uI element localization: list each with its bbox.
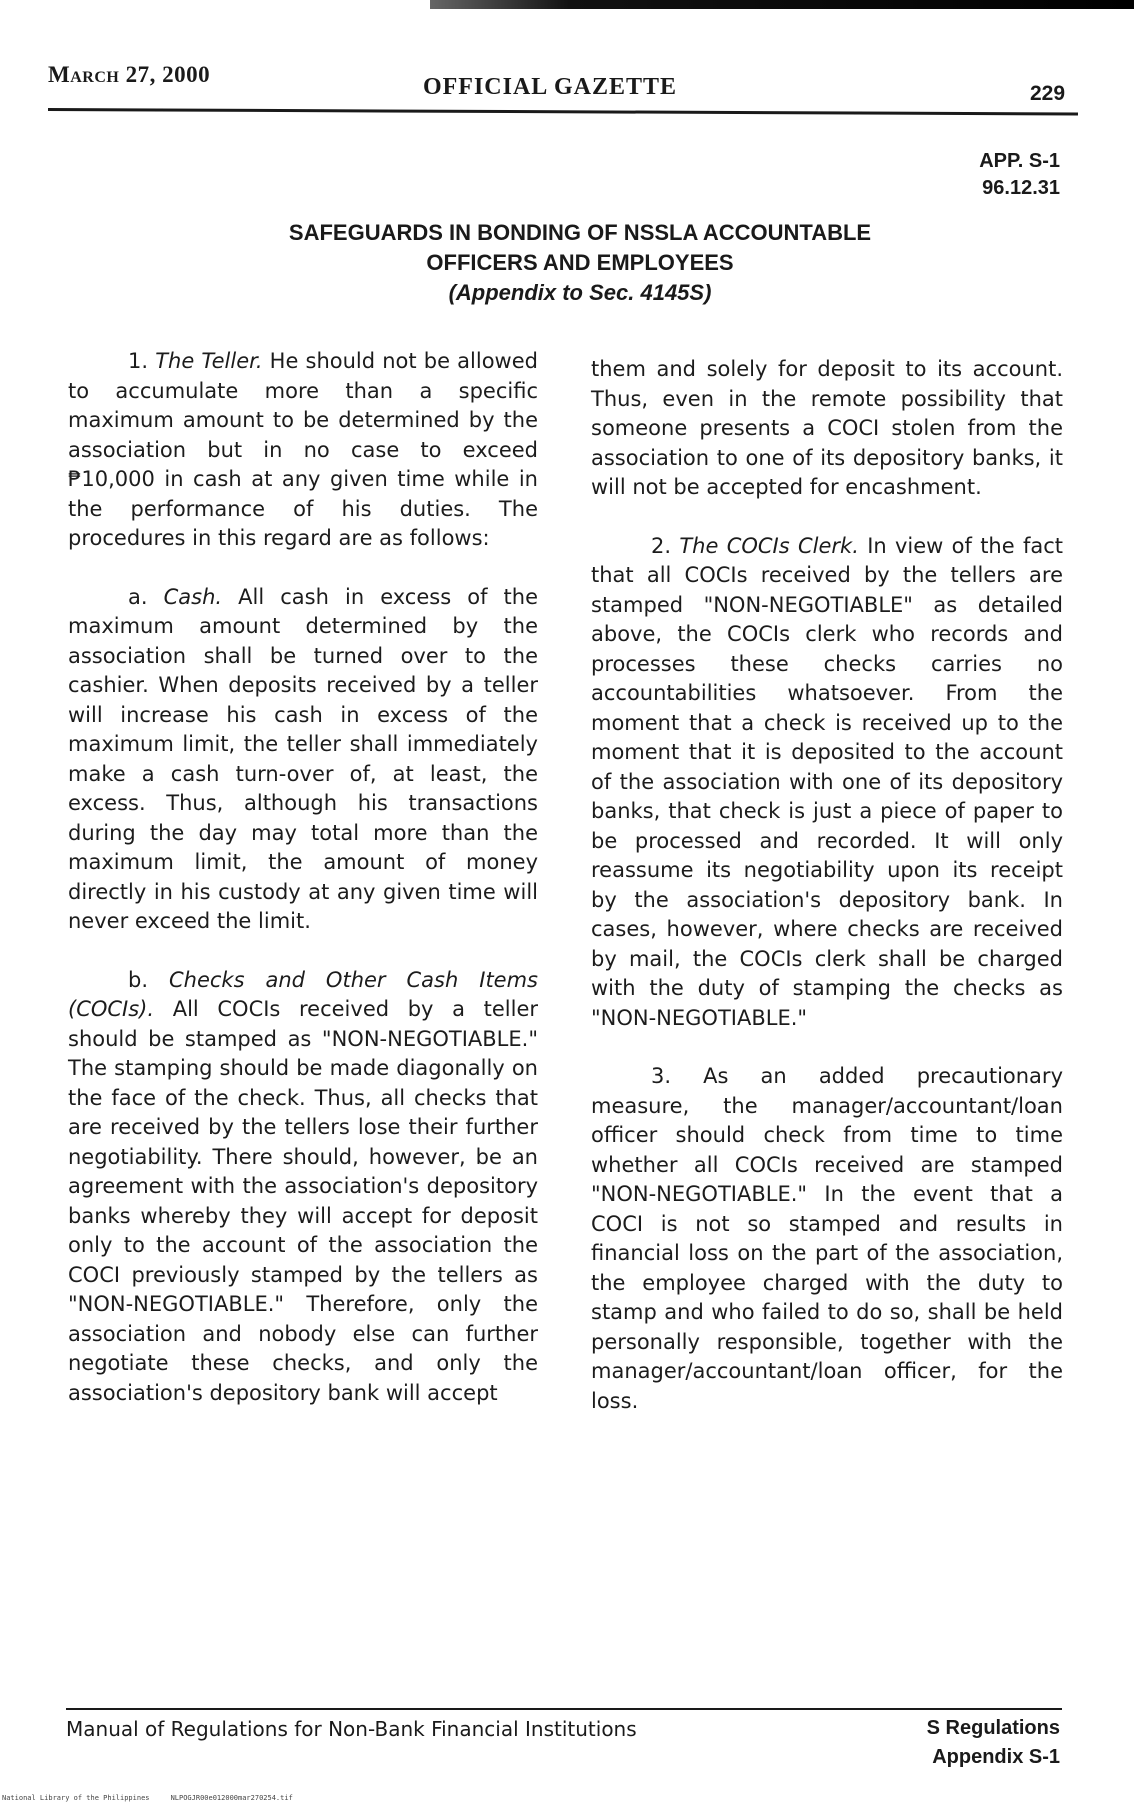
paragraph-heading: The COCIs Clerk. [679, 533, 859, 558]
paragraph-number: 2. [651, 533, 680, 558]
footer-section [880, 1714, 1060, 1772]
header-rule [48, 108, 1078, 115]
paragraph-cash [68, 583, 538, 937]
paragraph-cocis [68, 966, 538, 1409]
paragraph-number: 1. [128, 349, 156, 373]
paragraph-cocis-clerk [591, 532, 1063, 1034]
document-title [200, 218, 960, 308]
paragraph-text: All COCIs received by a teller should be stamped as "NON-NEGOTIABLE." The stamping should be made diagonally on the face of the check. Thus, all checks that are received by the tellers lose their further negotiability. There should, however, be an agreement with the association's depository banks whereby they will accept for deposit only to the account of the association the COCI previously stamped by the tellers as "NON-NEGOTIABLE." Therefore, only the association and nobody else can further negotiate these checks, and only the association's depository bank will accept [68, 997, 538, 1405]
paragraph-heading: The Teller. [155, 349, 263, 373]
paragraph-text: In view of the fact that all COCIs received by the tellers are stamped "NON-NEGOTIABLE" as detailed above, the COCIs clerk who records and processes these checks carries no accountabilities whatsoever. From the moment that a check is received up to the moment that it is deposited to the account of the association with one of its depository banks, that check is just a piece of paper to be processed and recorded. It will only reassume its negotiability upon its receipt by the association's depository bank. In cases, however, where checks are received by mail, the COCIs clerk shall be charged with the duty of stamping the checks as "NON-NEGOTIABLE." [591, 533, 1063, 1030]
left-column [68, 347, 538, 1437]
paragraph-letter: b. [128, 967, 169, 992]
right-column [591, 355, 1063, 1445]
regulation-section: S Regulations [926, 1717, 1060, 1739]
publication-title: OFFICIAL GAZETTE [422, 74, 678, 100]
paragraph-letter: a. [128, 584, 164, 609]
paragraph-text: All cash in excess of the maximum amount determined by the association shall be turned over to the cashier. When deposits received by a teller will increase his cash in excess of the maximum limit, the teller shall immediately make a cash turn-over of, at least, the excess. Thus, although his transactions during the day may total more than the maximum limit, the amount of money directly in his custody at any given time will never exceed the limit. [68, 584, 538, 933]
scan-edge-artifact [430, 0, 1134, 9]
title-line-2: OFFICERS AND EMPLOYEES [426, 250, 734, 275]
title-subtitle: (Appendix to Sec. 4145S) [448, 280, 712, 305]
appendix-code: APP. S-1 [979, 150, 1060, 172]
manual-title: Manual of Regulations for Non-Bank Financial Institutions [66, 1717, 637, 1741]
footer-appendix: Appendix S-1 [932, 1746, 1060, 1768]
page-number: 229 [1030, 82, 1066, 105]
paragraph-heading: Checks and Other Cash Items (COCIs). [68, 967, 538, 1021]
appendix-date: 96.12.31 [982, 177, 1060, 199]
scan-source-stamp: National Library of the Philippines NLPOGJR00e012000mar270254.tif [2, 1794, 293, 1802]
paragraph-precaution: 3. As an added precautionary measure, the manager/accountant/loan officer should check from time to time whether all COCIs received are stamped "NON-NEGOTIABLE." In the event that a COCI is not so stamped and results in financial loss on the part of the association, the employee charged with the duty to stamp and who failed to do so, shall be held personally responsible, together with the manager/accountant/loan officer, for the loss. [591, 1064, 1063, 1413]
title-line-1: SAFEGUARDS IN BONDING OF NSSLA ACCOUNTABLE [288, 220, 872, 245]
appendix-reference [950, 148, 1060, 202]
paragraph-teller [68, 347, 538, 554]
paragraph-text: He should not be allowed to accumulate more than a specific maximum amount to be determined by the association but in no case to exceed ₱10,000 in cash at any given time while in the performance of his duties. The procedures in this regard are as follows: [68, 349, 538, 550]
footer-rule [66, 1708, 1062, 1710]
issue-date: March 27, 2000 [48, 62, 211, 87]
paragraph-heading: Cash. [163, 584, 223, 609]
paragraph-cocis-continued: them and solely for deposit to its account. Thus, even in the remote possibility that someone presents a COCI stolen from the association to one of its depository banks, it will not be accepted for encashment. [591, 357, 1063, 499]
